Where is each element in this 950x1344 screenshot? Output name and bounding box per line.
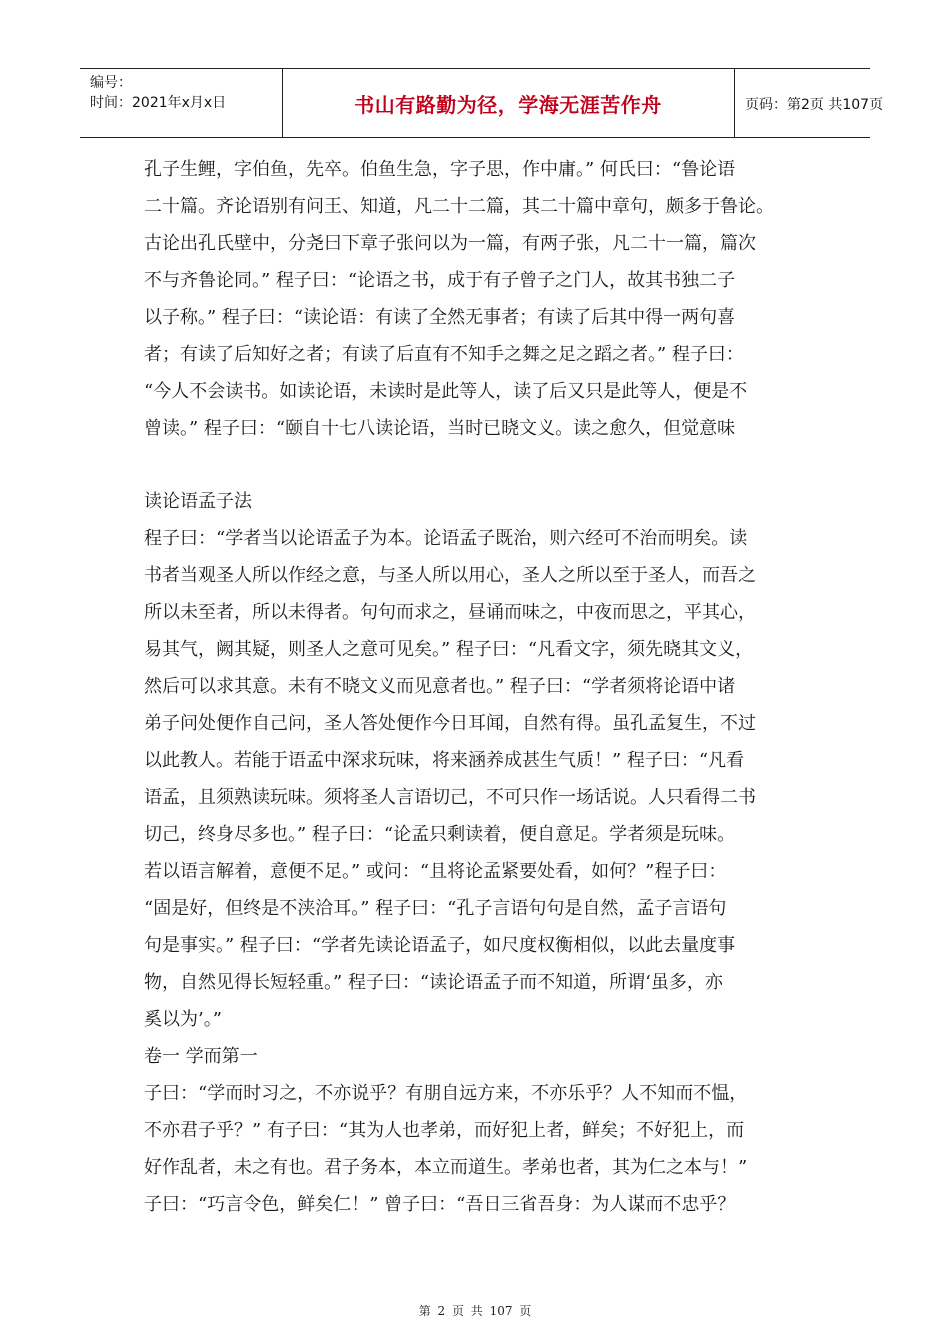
section-heading: 读论语孟子法 bbox=[144, 491, 252, 512]
text-line: 易其气，阙其疑，则圣人之意可见矣。” 程子曰：“凡看文字，须先晓其文义， bbox=[144, 639, 754, 660]
text-line: 弟子问处便作自己问，圣人答处便作今日耳闻，自然有得。虽孔孟复生，不过 bbox=[144, 713, 756, 734]
text-line: 不亦君子乎？” 有子曰：“其为人也孝弟，而好犯上者，鲜矣；不好犯上，而 bbox=[144, 1120, 745, 1141]
text-line: 物，自然见得长短轻重。” 程子曰：“读论语孟子而不知道，所谓‘虽多，亦 bbox=[144, 972, 723, 993]
page-footer: 第 2 页 共 107 页 bbox=[418, 1304, 532, 1318]
text-line: “固是好，但终是不浃洽耳。” 程子曰：“孔子言语句句是自然，孟子言语句 bbox=[144, 898, 727, 919]
page-header bbox=[80, 68, 884, 138]
text-line: 然后可以求其意。未有不晓文义而见意者也。” 程子曰：“学者须将论语中诸 bbox=[144, 676, 736, 697]
page-info: 页码：第2页 共107页 bbox=[745, 97, 884, 113]
text-line: 曾读。” 程子曰：“颐自十七八读论语，当时已晓文义。读之愈久，但觉意味 bbox=[144, 418, 736, 439]
text-line: 二十篇。齐论语别有问王、知道，凡二十二篇，其二十篇中章句，颇多于鲁论。 bbox=[144, 196, 774, 217]
text-line: 若以语言解着，意便不足。” 或问：“且将论孟紧要处看，如何？”程子曰： bbox=[144, 861, 727, 882]
text-line: 语孟，且须熟读玩味。须将圣人言语切己，不可只作一场话说。人只看得二书 bbox=[144, 787, 756, 808]
text-line: 程子曰：“学者当以论语孟子为本。论语孟子既治，则六经可不治而明矣。读 bbox=[144, 528, 748, 549]
text-line: 书者当观圣人所以作经之意，与圣人所以用心，圣人之所以至于圣人，而吾之 bbox=[144, 565, 756, 586]
text-line: 好作乱者，未之有也。君子务本，本立而道生。孝弟也者，其为仁之本与！” bbox=[144, 1157, 748, 1178]
text-line: 以此教人。若能于语孟中深求玩味，将来涵养成甚生气质！” 程子曰：“凡看 bbox=[144, 750, 745, 771]
header-motto-cell bbox=[282, 69, 735, 137]
header-page-cell bbox=[735, 69, 884, 137]
text-line: 句是事实。” 程子曰：“学者先读论语孟子，如尺度权衡相似，以此去量度事 bbox=[144, 935, 736, 956]
text-line: “今人不会读书。如读论语，未读时是此等人，读了后又只是此等人，便是不 bbox=[144, 381, 748, 402]
text-line: 古论出孔氏壁中，分尧曰下章子张问以为一篇，有两子张，凡二十一篇，篇次 bbox=[144, 233, 756, 254]
number-label: 编号： bbox=[90, 75, 132, 91]
text-line: 以子称。” 程子曰：“读论语：有读了全然无事者；有读了后其中得一两句喜 bbox=[144, 307, 736, 328]
text-line: 子曰：“巧言令色，鲜矣仁！” 曾子曰：“吾日三省吾身：为人谋而不忠乎？ bbox=[144, 1194, 736, 1215]
header-meta-cell bbox=[80, 69, 283, 137]
text-line: 者；有读了后知好之者；有读了后直有不知手之舞之足之蹈之者。” 程子曰： bbox=[144, 344, 744, 365]
text-line: 不与齐鲁论同。” 程子曰：“论语之书，成于有子曾子之门人，故其书独二子 bbox=[144, 270, 736, 291]
text-line: 子曰：“学而时习之，不亦说乎？有朋自远方来，不亦乐乎？人不知而不愠， bbox=[144, 1083, 748, 1104]
chapter-heading: 卷一 学而第一 bbox=[144, 1046, 258, 1067]
text-line: 所以未至者，所以未得者。句句而求之，昼诵而味之，中夜而思之，平其心， bbox=[144, 602, 756, 623]
text-line: 孔子生鲤，字伯鱼，先卒。伯鱼生急，字子思，作中庸。” 何氏曰：“鲁论语 bbox=[144, 159, 736, 180]
motto-text: 书山有路勤为径，学海无涯苦作舟 bbox=[354, 93, 662, 117]
date-label: 时间：2021年x月x日 bbox=[90, 95, 227, 111]
text-line: 奚以为’。” bbox=[144, 1009, 222, 1030]
text-line: 切己，终身尽多也。” 程子曰：“论孟只剩读着，便自意足。学者须是玩味。 bbox=[144, 824, 736, 845]
